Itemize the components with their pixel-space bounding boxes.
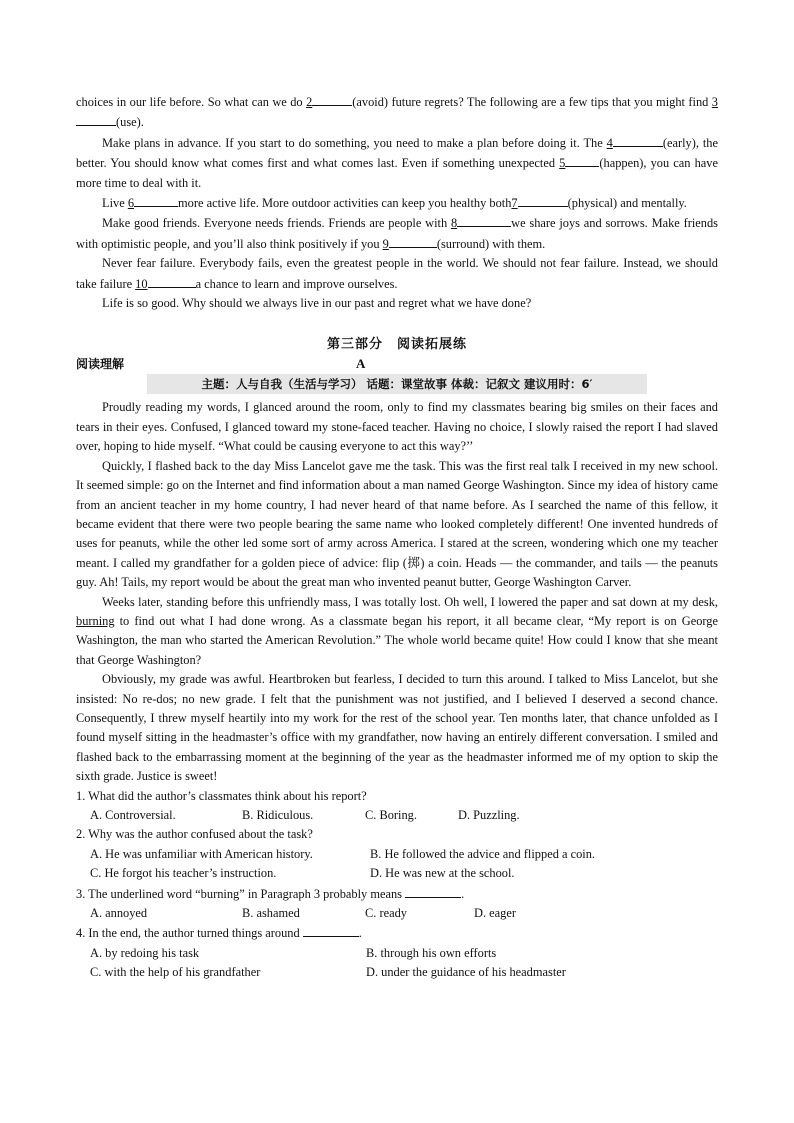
cloze-paragraph-3: Live 6 more active life. More outdoor activities can keep you healthy both7 (physical) and mentally.: [76, 193, 718, 213]
answer-blank[interactable]: [148, 274, 196, 288]
option-b[interactable]: B. Ridiculous.: [242, 808, 314, 822]
answer-blank[interactable]: [303, 923, 359, 937]
cloze-paragraph-1: choices in our life before. So what can we do 2 (avoid) future regrets? The following are a few tips that you might find 3(use).: [76, 92, 718, 133]
passage-paragraph-2: Quickly, I flashed back to the day Miss Lancelot gave me the task. This was the first real talk I received in my new school. It seemed simple: go on the Internet and find information about a man named George Washington. Since my idea of history came from an ancient teacher in my home country, I had never heard of that name before. As I searched the name of this fellow, it became evident that there were two people bearing the same name who looked completely different! One invented hundreds of uses for peanuts, while the other led some sort of army across America. I stared at the screen, wondering which one my teacher meant. I called my grandfather for a golden piece of advice: flip (掷) a coin. Heads — the commander, and tails — the peanuts guy. Ah! Tails, my report would be about the great man who invented peanut butter, George Washington Carver.: [76, 458, 718, 590]
blank-number: 9: [382, 236, 389, 251]
question-4: [76, 923, 718, 982]
option-c[interactable]: C. ready: [365, 906, 407, 921]
options-row: [76, 864, 718, 883]
option-b[interactable]: B. through his own efforts: [366, 945, 497, 960]
blank-number: 10: [135, 276, 148, 291]
part-title: 第三部分 阅读拓展练: [326, 337, 467, 353]
option-c[interactable]: C. He forgot his teacher’s instruction.: [90, 866, 277, 881]
answer-blank[interactable]: [312, 92, 352, 106]
worksheet-page: [76, 92, 718, 983]
section-label: 阅读理解: [76, 357, 125, 372]
option-d[interactable]: D. eager: [474, 906, 516, 921]
option-b[interactable]: B. ashamed: [242, 906, 300, 921]
option-d[interactable]: D. Puzzling.: [458, 808, 520, 822]
cloze-paragraph-5: Never fear failure. Everybody fails, even the greatest people in the world. We should not fear failure. Instead, we should take failure 10 a chance to learn and improve ourselves.: [76, 256, 718, 291]
options-row: [76, 806, 718, 825]
answer-blank[interactable]: [518, 193, 568, 207]
answer-blank[interactable]: [76, 112, 116, 126]
option-d[interactable]: D. under the guidance of his headmaster: [366, 965, 566, 980]
options-row: [76, 944, 718, 963]
option-a[interactable]: A. Controversial.: [90, 808, 176, 822]
section-header: [76, 355, 718, 373]
blank-number: 5: [559, 156, 566, 171]
option-a[interactable]: A. He was unfamiliar with American history.: [90, 846, 313, 861]
cloze-paragraph-4: Make good friends. Everyone needs friends. Friends are people with 8 we share joys and sorrows. Make friends with optimistic people, and you’ll also think positively if you 9 (surround) with them.: [76, 213, 718, 254]
answer-blank[interactable]: [405, 884, 461, 898]
option-c[interactable]: C. Boring.: [365, 808, 417, 822]
blank-number: 2: [306, 95, 313, 109]
passage-paragraph-4: Obviously, my grade was awful. Heartbroken but fearless, I decided to turn this around. I talked to Miss Lancelot, but she insisted: No re-dos; no new grade. I felt that the punishment was not justified, and I believed I deserved a second chance. Consequently, I threw myself heartily into my work for the rest of the school year. Ten months later, that chance unfolded as I found myself sitting in the headmaster’s office with my grandfather, now having an entirely different conversation. I smiled and flashed back to the embarrassing moment at the beginning of the year as the headmaster informed me of my option to skip the sixth grade. Justice is sweet!: [76, 672, 718, 784]
option-d[interactable]: D. He was new at the school.: [370, 866, 515, 881]
option-c[interactable]: C. with the help of his grandfather: [90, 965, 261, 980]
question-3: [76, 884, 718, 924]
blank-number: 6: [127, 196, 135, 211]
option-a[interactable]: A. annoyed: [90, 906, 148, 921]
option-a[interactable]: A. by redoing his task: [90, 945, 200, 960]
options-row: [76, 904, 718, 923]
topic-banner: 主题：人与自我（生活与学习） 话题：课堂故事 体裁：记叙文 建议用时：6′: [147, 374, 647, 394]
question-stem: 1. What did the author’s classmates think about his report?: [76, 788, 367, 803]
passage-paragraph-1: Proudly reading my words, I glanced around the room, only to find my classmates bearing big smiles on their faces and tears in their eyes. Confused, I glanced toward my stone-faced teacher. Having no choice, I slowly raised the report I had slaved over, hoping to hide myself. “What could be causing everyone to act this way?’’: [76, 400, 718, 454]
options-row: [76, 845, 718, 864]
cloze-paragraph-2: Make plans in advance. If you start to do something, you need to make a plan before doing it. The 4 (early), the better. You should know what comes first and what comes last. Even if something unexpected 5 (happen), you can have more time to deal with it.: [76, 133, 718, 193]
underlined-word: burning: [76, 613, 115, 628]
passage-paragraph-3: Weeks later, standing before this unfriendly mass, I was totally lost. Oh well, I lowered the paper and sat down at my desk, burning to find out what I had done wrong. As a classmate began his report, it all became clear, “My report is on George Washington, the man who started the American Revolution.” The whole world became quite! How could I know that she meant that George Washington?: [76, 594, 718, 667]
question-stem: 3. The underlined word “burning” in Paragraph 3 probably means .: [76, 884, 718, 904]
blank-number: 8: [450, 216, 458, 231]
blank-number: 7: [511, 196, 518, 211]
question-2: [76, 825, 718, 883]
answer-blank[interactable]: [457, 213, 511, 227]
answer-blank[interactable]: [613, 133, 663, 147]
question-stem: 4. In the end, the author turned things around .: [76, 923, 718, 943]
question-1: [76, 787, 718, 826]
question-stem: 2. Why was the author confused about the task?: [76, 827, 313, 842]
passage-letter: A: [356, 356, 366, 372]
blank-number: 3: [711, 95, 718, 109]
option-b[interactable]: B. He followed the advice and flipped a coin.: [370, 846, 596, 861]
blank-number: 4: [606, 135, 613, 150]
answer-blank[interactable]: [389, 234, 437, 248]
answer-blank[interactable]: [134, 193, 178, 207]
options-row: [76, 963, 718, 982]
cloze-paragraph-6: Life is so good. Why should we always live in our past and regret what we have done?: [102, 296, 532, 311]
answer-blank[interactable]: [565, 153, 599, 167]
